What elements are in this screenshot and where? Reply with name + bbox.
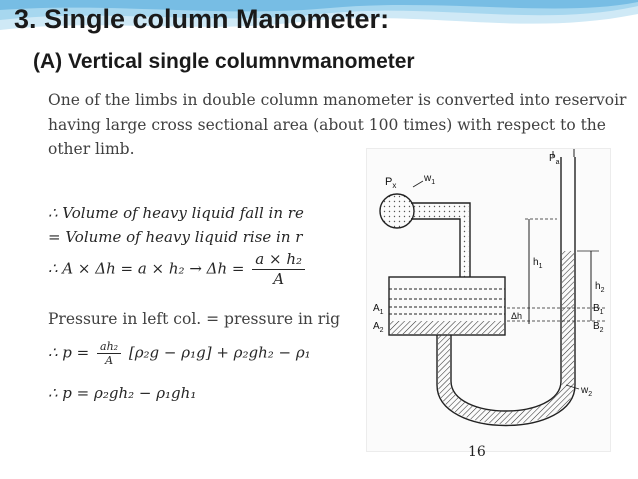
fraction-denominator: A [105,354,114,367]
page-number: 16 [468,444,486,460]
label-w2: w [581,385,589,396]
svg-text:w2 [580,385,592,398]
label-a2: A [373,321,380,332]
svg-text:h1 [533,257,543,270]
equation-area-left: ∴ A × Δh = a × h₂ → Δh = [48,259,245,278]
manometer-diagram [366,148,611,452]
equation-area-fraction [252,250,305,289]
label-h2: h [595,281,601,292]
fraction-denominator: A [273,270,285,288]
label-w1: w [424,173,432,184]
svg-text:Px [385,176,396,190]
label-pa: P [549,153,556,164]
equation-pressure-prefix: ∴ p = [48,343,90,362]
manometer-drawing [367,149,610,451]
equation-volume-fall: ∴ Volume of heavy liquid fall in re [48,204,304,222]
label-b2-sub: 2 [599,327,604,334]
label-a1-sub: 1 [379,309,384,316]
svg-text:A2 [373,321,384,334]
equation-pressure-full [48,340,311,367]
equation-pressure-rest: [ρ₂g − ρ₁g] + ρ₂gh₂ − ρ₁ [128,343,311,362]
heavy-liquid-reservoir [390,321,504,334]
label-b1-sub: 1 [599,309,604,316]
label-px-sub: x [392,181,397,190]
label-h1: h [533,257,539,268]
label-b2: B [593,321,600,332]
label-w1-sub: 1 [431,179,436,186]
fraction-numerator: a × h₂ [252,250,305,270]
fraction-numerator: ah₂ [97,340,121,354]
label-h2-sub: 2 [600,287,605,294]
label-b1: B [593,303,600,314]
slide-title: 3. Single column Manometer: [14,4,390,34]
svg-text:A1 [373,303,384,316]
svg-text:B2 [593,321,604,334]
label-dh: Δh [511,311,523,321]
equation-area-relation [48,250,308,289]
equation-volume-rise: = Volume of heavy liquid rise in r [48,228,303,246]
svg-text:h2 [595,281,605,294]
label-a1: A [373,303,380,314]
label-w2-sub: 2 [588,391,593,398]
slide-subtitle: (A) Vertical single columnvmanometer [33,50,415,73]
equation-pressure-fraction [97,340,121,367]
pipe-bulb [380,194,414,228]
label-pa-sub: a [555,159,560,166]
svg-text:B1 [593,303,604,316]
equation-pressure-simplified: ∴ p = ρ₂gh₂ − ρ₁gh₁ [48,384,197,402]
label-a2-sub: 2 [379,327,384,334]
svg-text:Pa [549,153,560,166]
pressure-statement: Pressure in left col. = pressure in rig [48,310,341,328]
svg-text:w1 [423,173,435,186]
intro-paragraph: One of the limbs in double column manometer is converted into reservoir having large cross sectional area (about 100 times) with respect to the other limb. [48,91,627,158]
label-h1-sub: 1 [538,263,543,270]
label-px: P [385,176,393,188]
